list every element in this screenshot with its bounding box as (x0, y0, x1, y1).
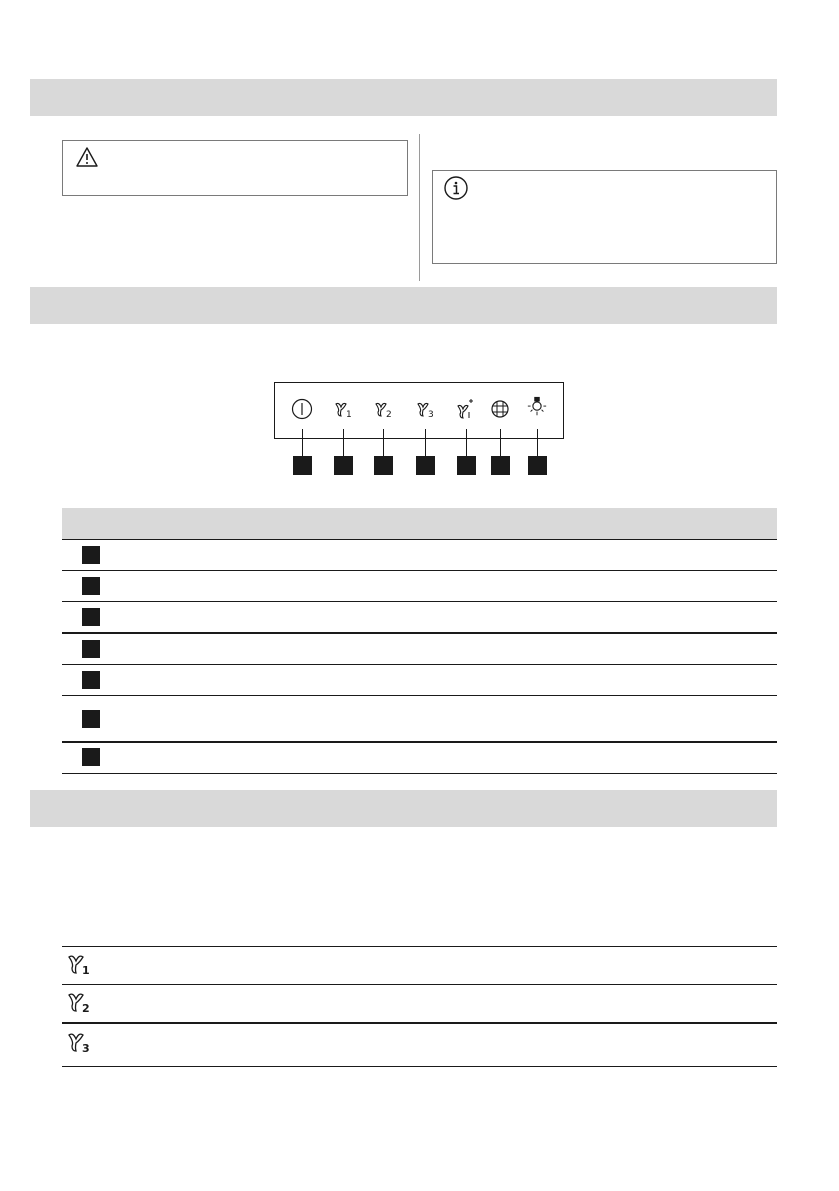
callout-3 (374, 456, 393, 475)
table-rule (62, 632, 777, 634)
fan-speed-3-icon (414, 398, 436, 420)
callout-2 (334, 456, 353, 475)
leader-line-4 (425, 429, 426, 456)
power-icon (291, 398, 313, 420)
info-circle-icon (443, 175, 469, 201)
callout-4 (416, 456, 435, 475)
svg-text:2: 2 (82, 1002, 90, 1014)
top-rule (0, 0, 839, 2)
table-row-marker-3 (82, 608, 100, 626)
fan-speed-1-icon (66, 952, 92, 976)
section-header-band-1 (30, 79, 777, 116)
fan-boost-icon (455, 398, 477, 420)
table-row-marker-1 (82, 546, 100, 564)
filter-grid-icon (489, 398, 511, 420)
leader-line-7 (537, 429, 538, 456)
table-rule (62, 695, 777, 696)
fan-speed-1-icon (332, 398, 354, 420)
leader-line-2 (343, 429, 344, 456)
svg-text:3: 3 (428, 410, 434, 420)
fan-table-rule (62, 946, 777, 947)
section-header-band-2 (30, 287, 777, 324)
svg-text:2: 2 (386, 410, 392, 420)
leader-line-6 (500, 429, 501, 456)
leader-line-1 (302, 429, 303, 456)
fan-speed-2-icon (66, 990, 92, 1014)
svg-text:1: 1 (346, 410, 352, 420)
fan-speed-2-icon (372, 398, 394, 420)
callout-5 (457, 456, 476, 475)
table-rule (62, 539, 777, 540)
svg-text:3: 3 (82, 1042, 90, 1054)
leader-line-5 (466, 429, 467, 456)
warning-triangle-icon (75, 146, 99, 168)
table-rule (62, 664, 777, 665)
table-rule (62, 570, 777, 571)
table-row-marker-6 (82, 710, 100, 728)
description-table-header (62, 508, 777, 539)
column-divider (419, 134, 420, 281)
table-row-marker-4 (82, 640, 100, 658)
leader-line-3 (383, 429, 384, 456)
fan-table-rule (62, 1022, 777, 1024)
fan-speed-3-icon (66, 1030, 92, 1054)
table-rule (62, 601, 777, 602)
table-rule (62, 741, 777, 743)
table-row-marker-5 (82, 671, 100, 689)
info-box (432, 170, 777, 264)
callout-1 (293, 456, 312, 475)
callout-6 (491, 456, 510, 475)
callout-7 (528, 456, 547, 475)
table-row-marker-2 (82, 577, 100, 595)
section-header-band-3 (30, 790, 777, 827)
table-row-marker-7 (82, 748, 100, 766)
warning-box (62, 140, 408, 196)
fan-table-rule (62, 984, 777, 985)
svg-text:1: 1 (82, 964, 90, 976)
fan-table-rule (62, 1066, 777, 1067)
light-icon (526, 396, 548, 418)
table-rule (62, 773, 777, 774)
